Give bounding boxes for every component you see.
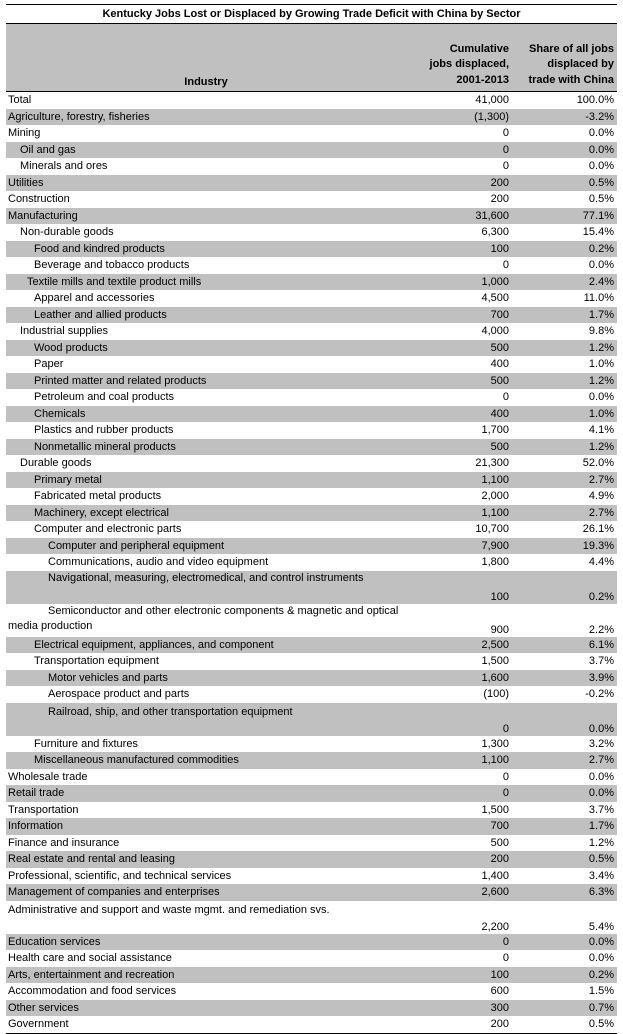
table-row: Computer and peripheral equipment 7,900 19.3% [6,538,617,555]
table-row: Semiconductor and other electronic components & magnetic and optical media production 900 2.2% [8,604,614,636]
table-row: Durable goods 21,300 52.0% [20,457,614,470]
table-row: Aerospace product and parts (100) -0.2% [48,688,614,701]
table-row: Fabricated metal products 2,000 4.9% [34,490,614,503]
table-title: Kentucky Jobs Lost or Displaced by Growing Trade Deficit with China by Sector [6,4,617,24]
table-row: Furniture and fixtures 1,300 3.2% [34,737,614,750]
table-row: Beverage and tobacco products 0 0.0% [34,259,614,272]
table-row: Printed matter and related products 500 1.2% [6,373,617,390]
share-column-header: Share of all jobs displaced by trade with China [528,42,614,86]
table-row: Utilities 200 0.5% [6,175,617,192]
table-row: Machinery, except electrical 1,100 2.7% [6,505,617,522]
jobs-table [6,4,617,1034]
table-row: Food and kindred products 100 0.2% [6,241,617,258]
table-row: Oil and gas 0 0.0% [6,142,617,159]
table-row: Plastics and rubber products 1,700 4.1% [34,424,614,437]
table-row: Real estate and rental and leasing 200 0.5% [6,851,617,868]
table-row: Professional, scientific, and technical services 1,400 3.4% [8,869,614,882]
table-row: Other services 300 0.7% [6,1000,617,1017]
table-row: Chemicals 400 1.0% [6,406,617,423]
table-row: Computer and electronic parts 10,700 26.1% [34,523,614,536]
table-row: Petroleum and coal products 0 0.0% [34,391,614,404]
table-header [6,24,617,92]
table-row: Manufacturing 31,600 77.1% [6,208,617,225]
table-row: Health care and social assistance 0 0.0% [8,952,614,965]
table-row: Industrial supplies 4,000 9.8% [20,325,614,338]
industry-column-header: Industry [184,76,228,88]
table-row: Paper 400 1.0% [34,358,614,371]
table-row: Government 200 0.5% [6,1016,617,1034]
table-row: Railroad, ship, and other transportation equipment 0 0.0% [6,703,617,736]
table-row: Construction 200 0.5% [8,193,614,206]
table-row: Transportation equipment 1,500 3.7% [34,655,614,668]
table-row: Electrical equipment, appliances, and component 2,500 6.1% [6,637,617,654]
table-row: Apparel and accessories 4,500 11.0% [34,292,614,305]
table-row: Motor vehicles and parts 1,600 3.9% [6,670,617,687]
table-row: Navigational, measuring, electromedical, and control instruments 100 0.2% [6,571,617,604]
table-row: Textile mills and textile product mills 1,000 2.4% [6,274,617,291]
table-row: Administrative and support and waste mgmt. and remediation svs. 2,200 5.4% [8,903,614,933]
table-row: Minerals and ores 0 0.0% [20,160,614,173]
table-row: Wood products 500 1.2% [6,340,617,357]
table-row: Miscellaneous manufactured commodities 1,100 2.7% [6,752,617,769]
table-row: Non-durable goods 6,300 15.4% [20,226,614,239]
table-row: Information 700 1.7% [6,818,617,835]
table-row: Agriculture, forestry, fisheries (1,300) -3.2% [6,109,617,126]
table-row: Primary metal 1,100 2.7% [6,472,617,489]
table-row: Retail trade 0 0.0% [6,785,617,802]
table-row: Management of companies and enterprises 2,600 6.3% [6,884,617,901]
table-row: Communications, audio and video equipment 1,800 4.4% [48,556,614,569]
table-row: Wholesale trade 0 0.0% [8,770,614,783]
table-row: Leather and allied products 700 1.7% [6,307,617,324]
table-row: Total 41,000 100.0% [8,94,614,107]
table-row: Education services 0 0.0% [6,934,617,951]
table-row: Transportation 1,500 3.7% [8,803,614,816]
table-row: Accommodation and food services 600 1.5% [8,985,614,998]
jobs-column-header: Cumulative jobs displaced, 2001-2013 [429,42,509,86]
table-row: Arts, entertainment and recreation 100 0.2% [6,967,617,984]
table-row: Nonmetallic mineral products 500 1.2% [6,439,617,456]
table-row: Mining 0 0.0% [8,127,614,140]
table-row: Finance and insurance 500 1.2% [8,836,614,849]
